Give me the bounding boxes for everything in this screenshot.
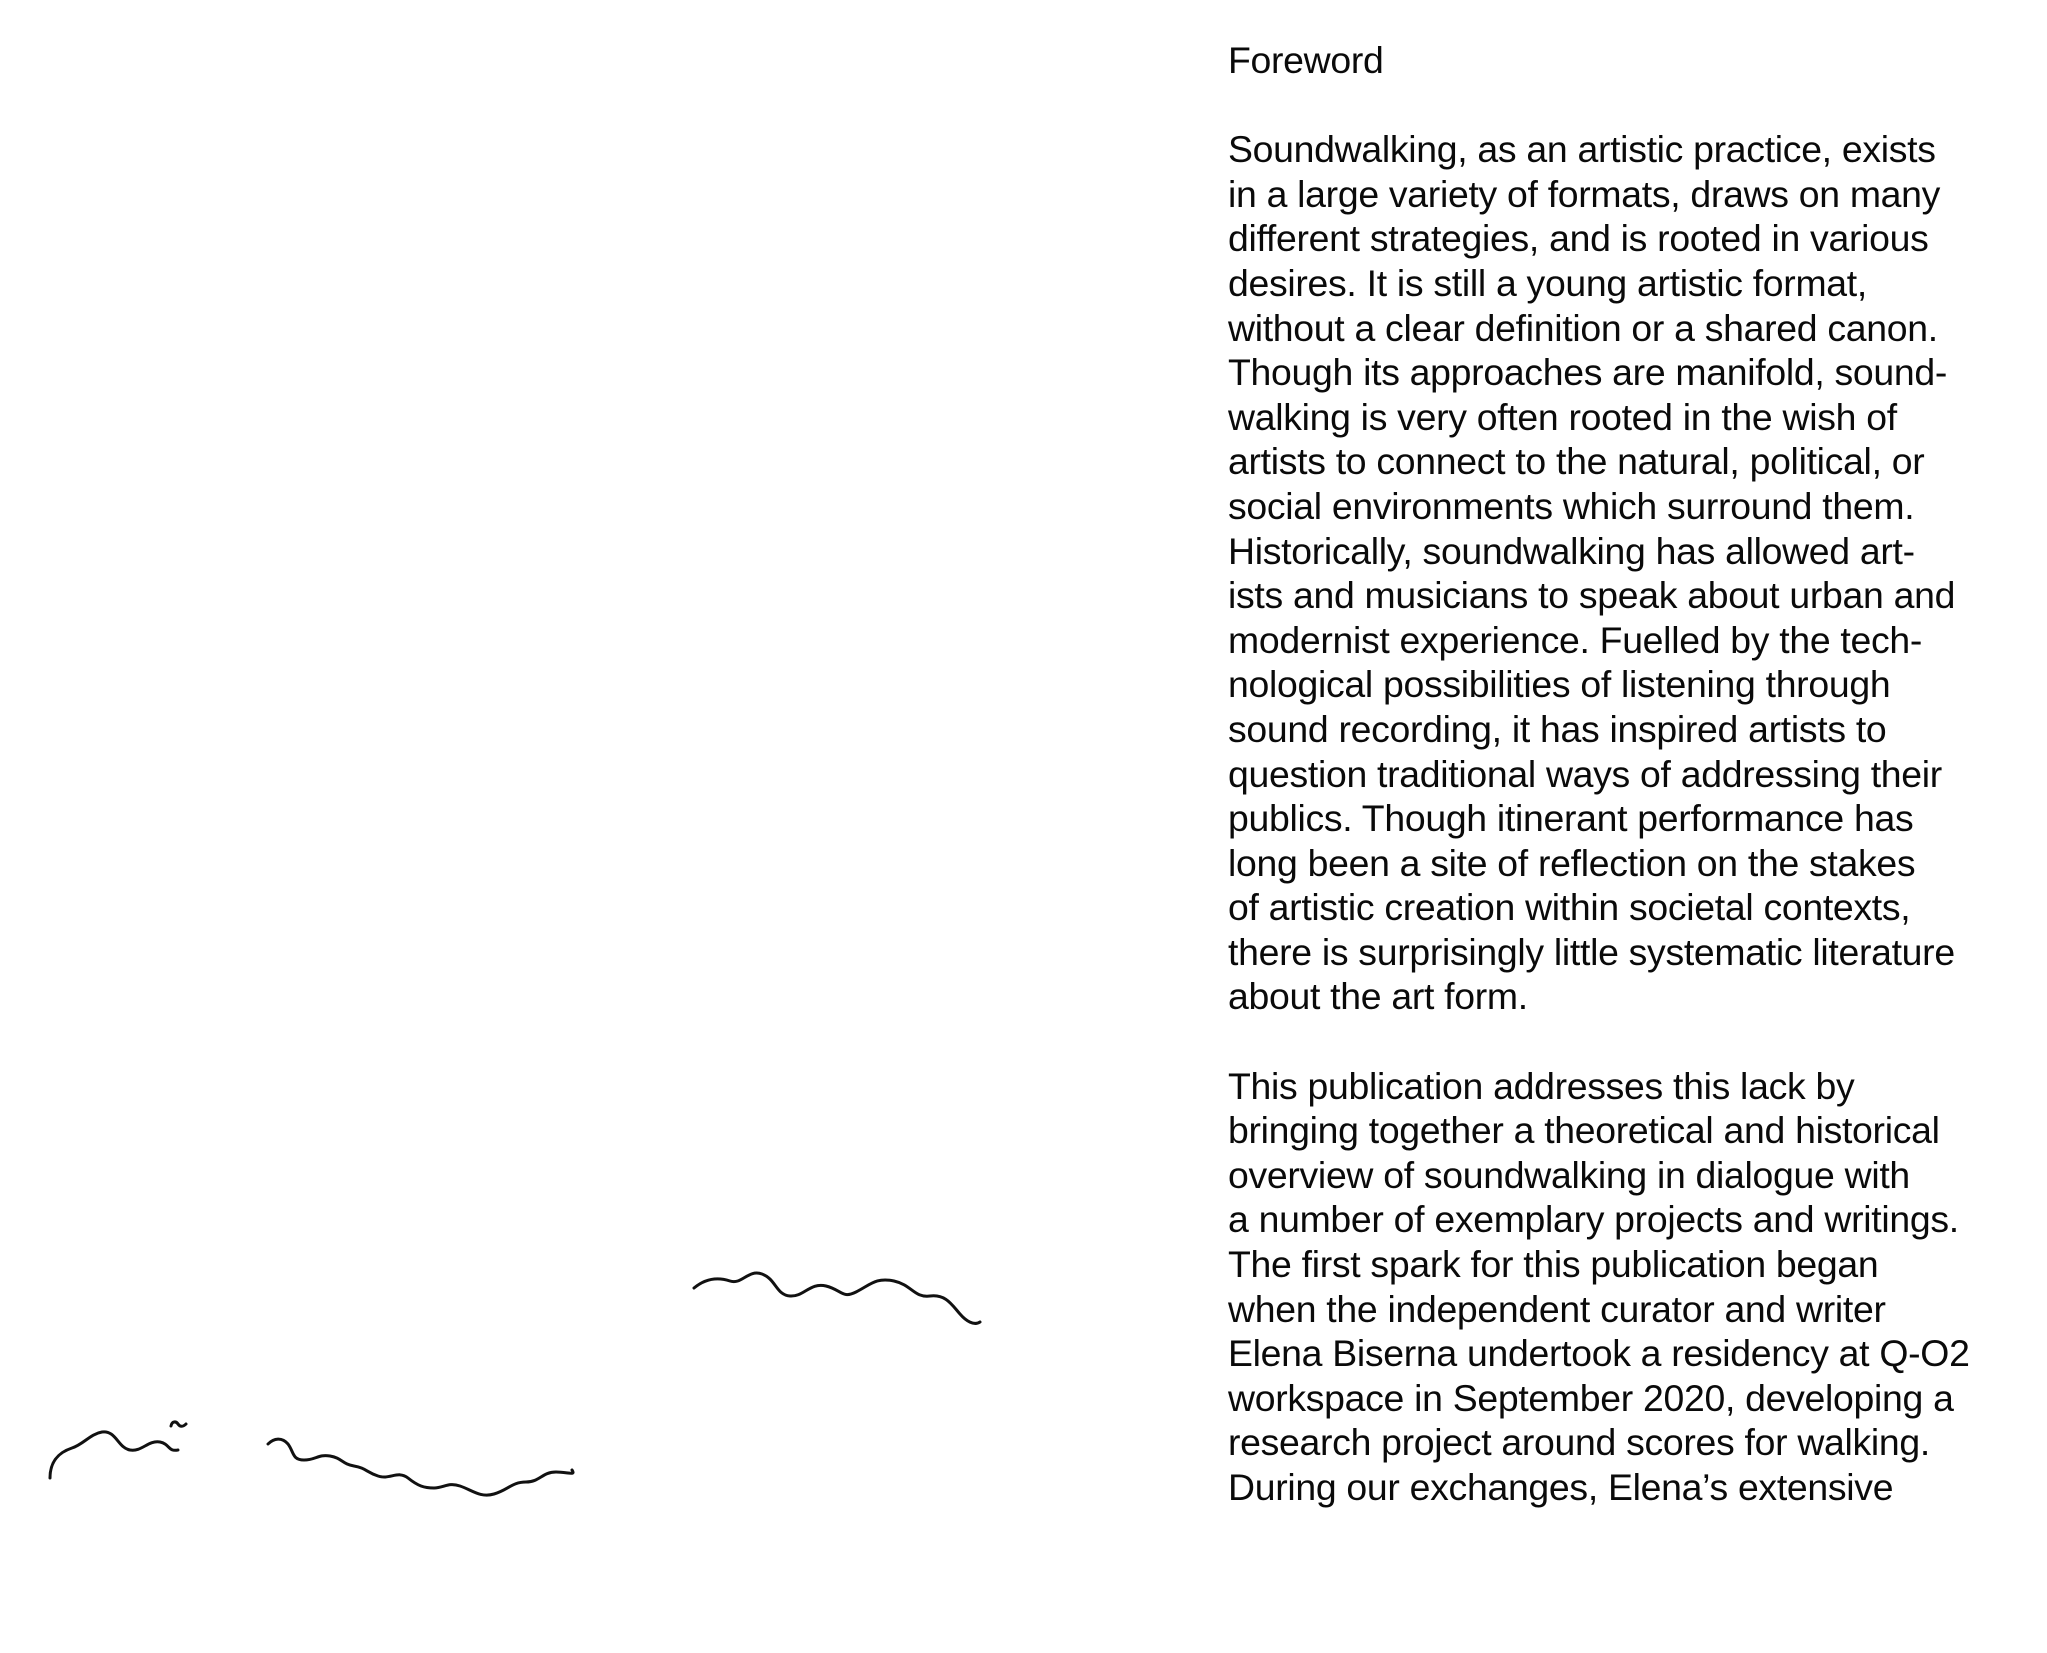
page-title: Foreword [1228,39,1384,81]
paragraph-line: overview of soundwalking in dialogue with [1228,1153,1910,1196]
paragraph-line: bringing together a theoretical and historical [1228,1109,1940,1152]
paragraph-line: research project around scores for walking. [1228,1421,1931,1464]
foreword-text-column [1228,38,2038,1554]
paragraph-line: Historically, soundwalking has allowed art- [1228,529,1915,572]
paragraph-line: social environments which surround them. [1228,484,1915,527]
paragraph-line: a number of exemplary projects and writings. [1228,1198,1959,1241]
paragraph-line: artists to connect to the natural, political, or [1228,440,1925,483]
paragraph-line: desires. It is still a young artistic format, [1228,261,1867,304]
squiggle-line-right [694,1273,980,1323]
squiggle-small-hook [171,1422,186,1426]
paragraph-line: This publication addresses this lack by [1228,1064,1855,1107]
paragraph-line: in a large variety of formats, draws on many [1228,172,1941,215]
paragraph-2 [1228,1064,2038,1510]
paragraph-line: The first spark for this publication began [1228,1243,1879,1286]
squiggle-line-left [50,1432,178,1478]
paragraph-line: workspace in September 2020, developing a [1228,1376,1954,1419]
paragraph-line: ists and musicians to speak about urban and [1228,574,1956,617]
paragraph-line: there is surprisingly little systematic literature [1228,930,1955,973]
paragraph-line: Soundwalking, as an artistic practice, exists [1228,128,1936,171]
squiggle-line-middle [268,1439,573,1495]
paragraph-line: without a clear definition or a shared canon. [1228,306,1938,349]
paragraph-line: sound recording, it has inspired artists to [1228,707,1887,750]
paragraph-line: different strategies, and is rooted in various [1228,217,1929,260]
paragraph-line: modernist experience. Fuelled by the tech- [1228,618,1923,661]
paragraph-line: publics. Though itinerant performance has [1228,797,1914,840]
paragraph-line: question traditional ways of addressing their [1228,752,1942,795]
paragraph-line: Elena Biserna undertook a residency at Q-O2 [1228,1332,1970,1375]
paragraph-line: Though its approaches are manifold, sound- [1228,351,1948,394]
paragraph-1 [1228,127,2038,1019]
paragraph-line: long been a site of reflection on the stakes [1228,841,1916,884]
paragraph-line: During our exchanges, Elena’s extensive [1228,1466,1894,1508]
paragraph-line: nological possibilities of listening through [1228,663,1891,706]
paragraph-line: of artistic creation within societal contexts, [1228,886,1911,929]
paragraph-line: walking is very often rooted in the wish of [1228,395,1897,438]
paragraph-line: about the art form. [1228,975,1528,1018]
paragraph-line: when the independent curator and writer [1228,1287,1886,1330]
